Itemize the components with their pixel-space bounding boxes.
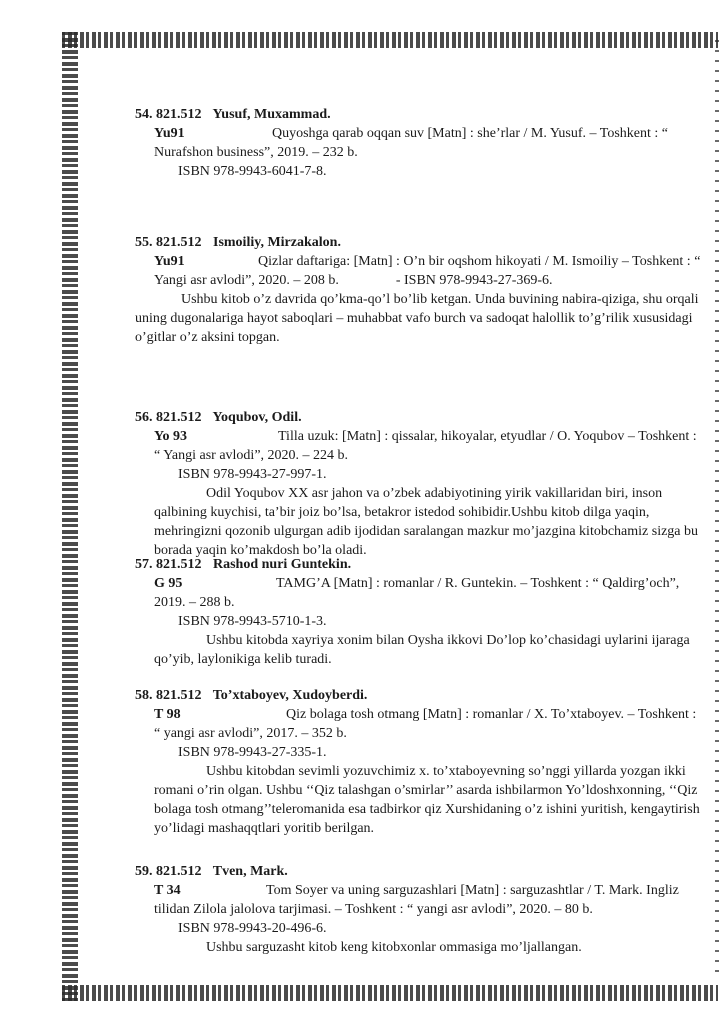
entry-isbn: ISBN 978-9943-27-335-1.	[178, 745, 327, 760]
entry-annotation: Ushbu kitob o’z davrida qo’kma-qo’l bo’lib ketgan. Unda buvining nabira-qiziga, shu orqali uning dugonalariga hayot saboqlari – muhabbat vafo burch va sadoqat halollik to’g’rilik xususidagi o’gitlar o’z aksini topgan.	[135, 292, 699, 345]
entry-description-cont: 2019. – 288 b.	[154, 595, 235, 610]
entry-heading	[135, 105, 710, 124]
catalog-entry	[80, 233, 710, 347]
author-code: T 34	[154, 883, 181, 898]
entry-title-line	[80, 881, 710, 900]
entry-annotation: Ushbu kitobda xayriya xonim bilan Oysha ikkovi Do’lop ko’chasidagi uylarini ijaraga qo’yib, laylonikiga kelib turadi.	[154, 633, 690, 667]
entry-author: Ismoiliy, Mirzakalon.	[213, 235, 341, 250]
entry-title-line	[80, 427, 710, 446]
entry-number: 58. 821.512	[135, 688, 202, 703]
entry-description-cont: “ yangi asr avlodi”, 2017. – 352 b.	[154, 726, 347, 741]
page-edge-marks	[715, 40, 719, 980]
entry-title-line	[80, 705, 710, 724]
entry-heading	[135, 555, 710, 574]
entry-number: 57. 821.512	[135, 557, 202, 572]
entry-author: To’xtaboyev, Xudoyberdi.	[212, 688, 368, 703]
entry-description-cont: “ Yangi asr avlodi”, 2020. – 224 b.	[154, 448, 349, 463]
entry-number: 59. 821.512	[135, 864, 202, 879]
entry-publisher: Yangi asr avlodi”, 2020. – 208 b.	[154, 273, 339, 288]
entry-description: Tilla uzuk: [Matn] : qissalar, hikoyalar, etyudlar / O. Yoqubov – Toshkent :	[278, 429, 697, 444]
entry-title-line	[80, 252, 710, 271]
entry-number: 55. 821.512	[135, 235, 202, 250]
entry-annotation: Odil Yoqubov XX asr jahon va o’zbek adabiyotining yirik vakillaridan biri, inson qalbining kuychisi, ta’bir joiz bo’lsa, betakror istedod sohibidir.Ushbu kitob dilga yaqin, mehringizni qozonib ulgurgan adib ijodidan saralangan mazkur mo’jazgina kitobchamiz sizga bu borada yaqin ko’makdosh bo’la oladi.	[154, 486, 699, 558]
entry-author: Yusuf, Muxammad.	[212, 107, 331, 122]
entry-heading	[135, 233, 710, 252]
author-code: Yu91	[154, 254, 185, 269]
catalog-entry	[80, 408, 710, 560]
entry-description: Tom Soyer va uning sarguzashlari [Matn] : sarguzashtlar / T. Mark. Ingliz	[266, 883, 679, 898]
entry-isbn: ISBN 978-9943-20-496-6.	[178, 921, 327, 936]
catalog-page	[80, 40, 710, 980]
entry-author: Rashod nuri Guntekin.	[213, 557, 352, 572]
entry-heading	[135, 862, 710, 881]
entry-title-line	[80, 124, 710, 143]
entry-annotation: Ushbu sarguzasht kitob keng kitobxonlar ommasiga mo’ljallangan.	[206, 940, 582, 955]
entry-description: Quyoshga qarab oqqan suv [Matn] : she’rlar / M. Yusuf. – Toshkent : “	[272, 126, 669, 141]
catalog-entry	[80, 686, 710, 838]
entry-isbn: ISBN 978-9943-5710-1-3.	[178, 614, 327, 629]
entry-author: Yoqubov, Odil.	[212, 410, 302, 425]
entry-isbn: - ISBN 978-9943-27-369-6.	[395, 273, 553, 288]
entry-number: 56. 821.512	[135, 410, 202, 425]
entry-title-line	[80, 574, 710, 593]
ornamental-border-left	[62, 32, 78, 1001]
entry-description: TAMG’A [Matn] : romanlar / R. Guntekin. – Toshkent : “ Qaldirg’och”,	[276, 576, 680, 591]
entry-heading	[135, 686, 710, 705]
entry-description-cont: Nurafshon business”, 2019. – 232 b.	[154, 145, 358, 160]
catalog-entry	[80, 105, 710, 181]
author-code: Yo 93	[154, 429, 188, 444]
entry-description: Qiz bolaga tosh otmang [Matn] : romanlar / X. To’xtaboyev. – Toshkent :	[286, 707, 697, 722]
entry-author: Tven, Mark.	[212, 864, 288, 879]
entry-isbn: ISBN 978-9943-6041-7-8.	[178, 164, 327, 179]
author-code: G 95	[154, 576, 183, 591]
entry-isbn: ISBN 978-9943-27-997-1.	[178, 467, 327, 482]
entry-annotation: Ushbu kitobdan sevimli yozuvchimiz x. to’xtaboyevning so’nggi yillarda yozgan ikki romani o’rin olgan. Ushbu ‘‘Qiz talashgan o’smirlar’’ asarda ishbilarmon Yo’ldoshxonning, ‘‘Qiz bolaga tosh otmang’’teleromanida esa tadbirkor qiz Xurshidaning o’z ishini yuritish, kengaytirish yo’lidagi mashaqqtlari yoritib berilgan.	[154, 764, 700, 836]
catalog-entry	[80, 862, 710, 957]
catalog-entry	[80, 555, 710, 669]
entry-number: 54. 821.512	[135, 107, 202, 122]
entry-description-cont	[154, 271, 710, 290]
author-code: T 98	[154, 707, 181, 722]
ornamental-border-bottom	[62, 985, 718, 1001]
entry-description: Qizlar daftariga: [Matn] : O’n bir oqshom hikoyati / M. Ismoiliy – Toshkent : “	[258, 254, 701, 269]
author-code: Yu91	[154, 126, 185, 141]
entry-description-cont: tilidan Zilola jalolova tarjimasi. – Toshkent : “ yangi asr avlodi”, 2020. – 80 b.	[154, 902, 593, 917]
entry-heading	[135, 408, 710, 427]
